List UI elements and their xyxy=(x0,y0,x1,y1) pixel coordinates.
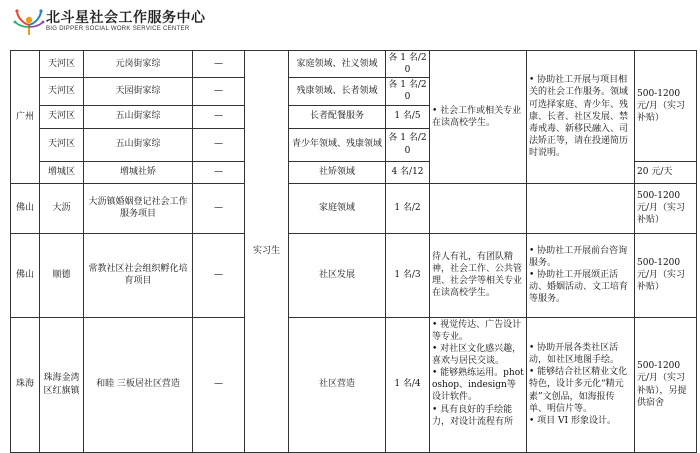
requirement-cell: 待人有礼，有团队精神，社会工作、公共管理、社会学等相关专业在读高校学生。 xyxy=(430,233,527,317)
duty-cell: • 协助社工开展前台咨询服务。 • 协助社工开展颂正活动、婚姻活动、文工培育等服务。 xyxy=(527,233,635,317)
district-cell: 顺德 xyxy=(40,233,84,317)
district-cell: 增城区 xyxy=(40,161,84,183)
quota-cell: 各 1 名/20 xyxy=(386,51,430,78)
duty-cell xyxy=(527,183,635,233)
field-cell: 家庭领域 xyxy=(289,183,386,233)
field-cell: 社区营造 xyxy=(289,317,386,452)
org-cell: 增城社矫 xyxy=(84,161,193,183)
header xyxy=(0,0,700,48)
city-cell: 珠海 xyxy=(11,317,40,452)
pay-cell: 500-1200 元/月（实习补贴），另提供宿舍 xyxy=(635,317,697,452)
city-cell: 广州 xyxy=(11,51,40,184)
quota-cell: 1 名/5 xyxy=(386,105,430,128)
org-cell: 天园街家综 xyxy=(84,78,193,105)
quota-cell: 1 名/3 xyxy=(386,233,430,317)
quota-cell: 1 名/4 xyxy=(386,317,430,452)
quota-cell: 各 1 名/20 xyxy=(386,78,430,105)
district-cell: 天河区 xyxy=(40,128,84,161)
city-cell: 佛山 xyxy=(11,233,40,317)
district-cell: 珠海金湾区红旗镇 xyxy=(40,317,84,452)
duty-cell: • 协助社工开展与项目相关的社会工作服务。领域可选择家庭、青少年、残康、长者、社区发展、禁毒戒毒、新移民融入、司法矫正等，请在投递简历时说明。 xyxy=(527,51,635,184)
table-row xyxy=(11,317,697,452)
pay-cell: 500-1200 元/月（实习补贴） xyxy=(635,183,697,233)
internship-table xyxy=(10,50,697,453)
field-cell: 长者配餐服务 xyxy=(289,105,386,128)
quota-cell: 各 1 名/20 xyxy=(386,128,430,161)
org-cell: 五山街家综 xyxy=(84,105,193,128)
field-cell: 青少年领域、残康领域 xyxy=(289,128,386,161)
requirement-cell xyxy=(430,183,527,233)
field-cell: 残康领域、长者领域 xyxy=(289,78,386,105)
org-cell: 五山街家综 xyxy=(84,128,193,161)
district-cell: 天河区 xyxy=(40,105,84,128)
quota-cell: 1 名/2 xyxy=(386,183,430,233)
dash-cell: — xyxy=(193,183,245,233)
dash-cell: — xyxy=(193,78,245,105)
district-cell: 天河区 xyxy=(40,78,84,105)
org-cell: 元岗街家综 xyxy=(84,51,193,78)
district-cell: 大沥 xyxy=(40,183,84,233)
dash-cell: — xyxy=(193,161,245,183)
big-dipper-logo-icon xyxy=(12,5,46,39)
pay-cell: 20 元/天 xyxy=(635,161,697,183)
duty-cell: • 协助开展各类社区活动，如社区地图手绘。 • 能够结合社区精业文化特色，设计多元化“精元素”文创品，如海报传单、明信片等。 • 项目 VI 形象设计。 xyxy=(527,317,635,452)
field-cell: 社区发展 xyxy=(289,233,386,317)
dash-cell: — xyxy=(193,105,245,128)
quota-cell: 4 名/12 xyxy=(386,161,430,183)
field-cell: 社矫领域 xyxy=(289,161,386,183)
dash-cell: — xyxy=(193,51,245,78)
table-row xyxy=(11,51,697,78)
field-cell: 家庭领域、社义领域 xyxy=(289,51,386,78)
pay-cell: 500-1200 元/月（实习补贴） xyxy=(635,233,697,317)
table-row xyxy=(11,233,697,317)
pay-cell: 500-1200 元/月（实习补贴） xyxy=(635,51,697,162)
logo-subtitle: BIG DIPPER SOCIAL WORK SERVICE CENTER xyxy=(46,26,190,32)
dash-cell: — xyxy=(193,128,245,161)
requirement-cell: • 视觉传达、广告设计等专业。 • 对社区文化感兴趣，喜欢与居民交谈。 • 能够熟练运用。photoshop、indesign等设计软件。 • 具有良好的手绘能力，对设计流程有所 xyxy=(430,317,527,452)
org-cell: 常教社区社会组织孵化培育项目 xyxy=(84,233,193,317)
org-cell: 大沥镇婚姻登记社会工作服务项目 xyxy=(84,183,193,233)
district-cell: 天河区 xyxy=(40,51,84,78)
org-cell: 和睦 三板居社区营造 xyxy=(84,317,193,452)
position-cell: 实习生 xyxy=(245,51,289,453)
table-row xyxy=(11,183,697,233)
dash-cell: — xyxy=(193,317,245,452)
dash-cell: — xyxy=(193,233,245,317)
city-cell: 佛山 xyxy=(11,183,40,233)
requirement-cell: • 社会工作或相关专业在读高校学生。 xyxy=(430,51,527,184)
logo-title: 北斗星社会工作服务中心 xyxy=(46,10,206,26)
